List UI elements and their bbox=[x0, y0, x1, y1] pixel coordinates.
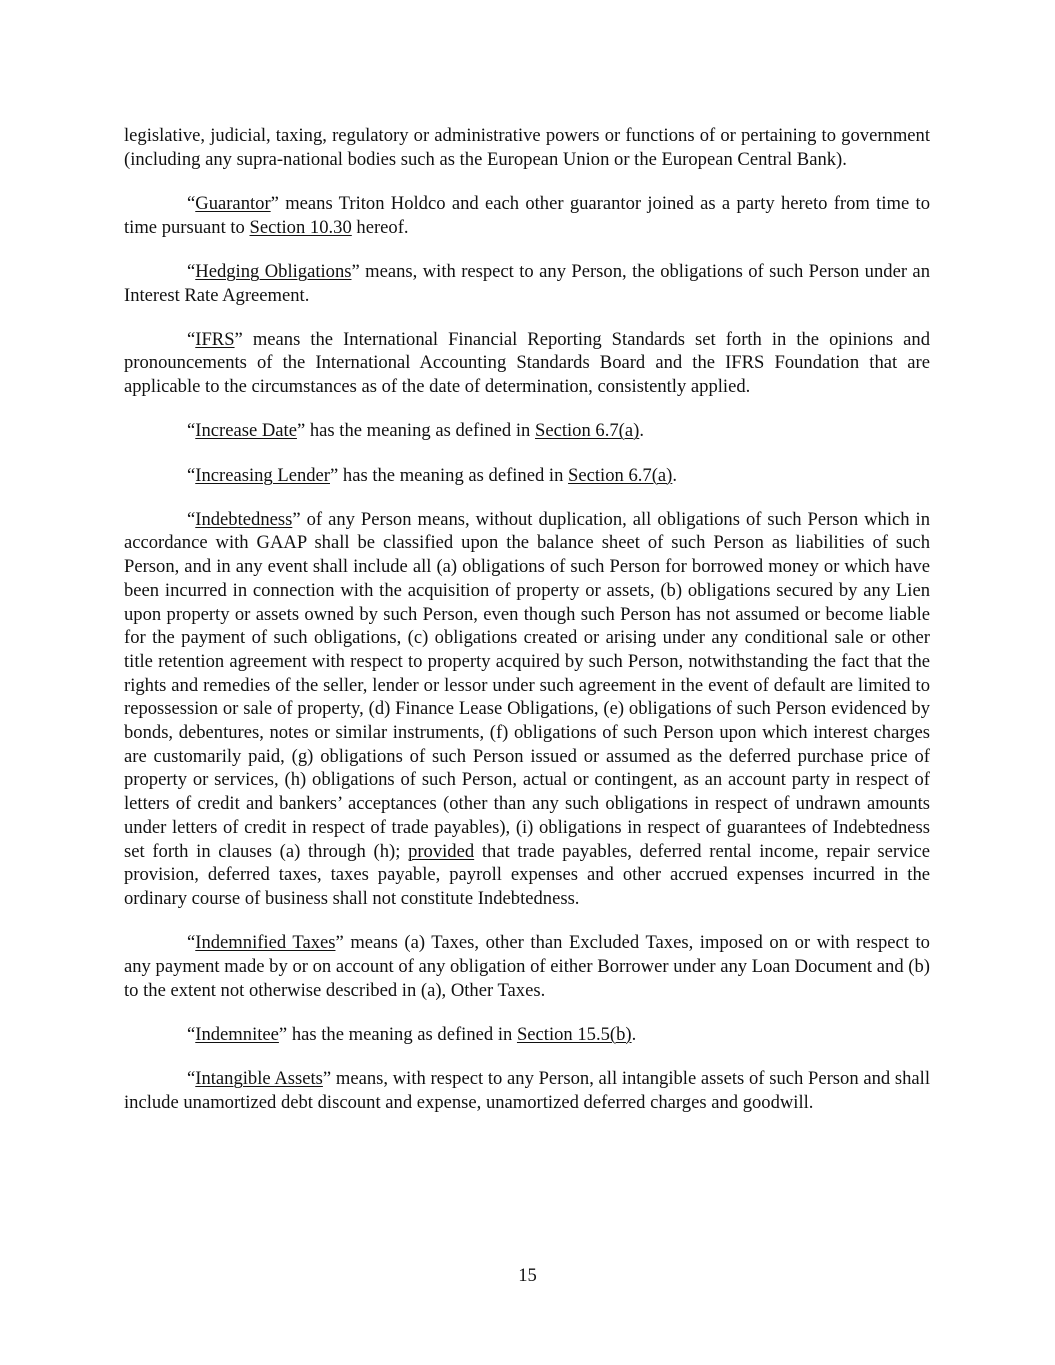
page-number: 15 bbox=[518, 1265, 537, 1286]
open-quote: “ bbox=[187, 1068, 196, 1089]
definition-ifrs bbox=[124, 328, 930, 399]
open-quote: “ bbox=[187, 328, 196, 350]
definition-text: has the meaning as defined in bbox=[305, 420, 535, 442]
definition-intangible-assets bbox=[124, 1067, 930, 1114]
close-quote: ” bbox=[335, 932, 344, 954]
document-page bbox=[124, 124, 930, 1135]
defined-term: Increase Date bbox=[195, 420, 297, 442]
open-quote: “ bbox=[187, 1023, 196, 1045]
definition-text: has the meaning as defined in bbox=[338, 464, 569, 486]
close-quote: ” bbox=[330, 464, 339, 486]
defined-term: IFRS bbox=[195, 328, 235, 350]
definition-guarantor bbox=[124, 192, 930, 239]
close-quote: ” bbox=[278, 1023, 288, 1045]
defined-term: Increasing Lender bbox=[195, 464, 330, 486]
close-quote: ” bbox=[322, 1068, 332, 1089]
close-quote: ” bbox=[292, 508, 301, 530]
defined-term: Indemnified Taxes bbox=[195, 932, 336, 954]
definition-text: of any Person means, without duplication, all obligations of such Person which in accordance with GAAP shall be classified upon the balance sheet of such Person as liabilities of such Person, and in any event shall include all (a) obligations of such Person for borrowed money or which have been incurred in connection with the acquisition of property or assets, (b) obligations secured by any Lien upon property or assets owned by such Person, even though such Person has not assumed or become liable for the payment of such obligations, (c) obligations created or arising under any conditional sale or other title retention agreement with respect to property acquired by such Person, notwithstanding the fact that the rights and remedies of the seller, lender or lessor under such agreement in the event of default are limited to repossession or sale of property, (d) Finance Lease Obligations, (e) obligations of such Person evidenced by bonds, debentures, notes or similar instruments, (f) obligations of such Person upon which interest charges are customarily paid, (g) obligations of such Person issued or assumed as the deferred purchase price of property or services, (h) obligations of such Person, actual or contingent, as an account party in respect of letters of credit and bankers’ acceptances (other than any such obligations in respect of undrawn amounts under letters of credit in respect of trade payables), (i) obligations in respect of guarantees of Indebtedness set forth in clauses (a) through (h); bbox=[124, 508, 930, 862]
definition-text: means Triton Holdco and each other guarantor joined as a party hereto from time to time pursuant to bbox=[124, 192, 930, 238]
definition-indebtedness bbox=[124, 508, 930, 911]
open-quote: “ bbox=[187, 508, 196, 530]
definition-text: means the International Financial Reporting Standards set forth in the opinions and pronouncements of the International Accounting Standards Board and the IFRS Foundation that are applicable to the circumstances as of the date of determination, consistently applied. bbox=[124, 328, 930, 398]
definition-text: means, with respect to any Person, all intangible assets of such Person and shall include unamortized debt discount and expense, unamortized deferred charges and goodwill. bbox=[124, 1068, 930, 1113]
definition-text-end: hereof. bbox=[351, 216, 409, 238]
definition-text: has the meaning as defined in bbox=[287, 1023, 517, 1045]
definition-indemnitee bbox=[124, 1023, 930, 1047]
section-reference: Section 6.7(a) bbox=[535, 420, 640, 442]
open-quote: “ bbox=[187, 192, 196, 214]
open-quote: “ bbox=[187, 464, 196, 486]
definition-text-end: . bbox=[631, 1023, 637, 1045]
definition-increasing-lender bbox=[124, 464, 930, 488]
open-quote: “ bbox=[187, 932, 196, 954]
definition-text-end: . bbox=[639, 420, 644, 442]
definition-text-end: . bbox=[672, 464, 678, 486]
close-quote: ” bbox=[351, 260, 360, 282]
defined-term: Indebtedness bbox=[195, 508, 293, 530]
open-quote: “ bbox=[187, 420, 196, 442]
close-quote: ” bbox=[296, 420, 306, 442]
defined-term: Hedging Obligations bbox=[195, 260, 352, 282]
provided-proviso: provided bbox=[408, 840, 475, 862]
section-reference: Section 6.7(a) bbox=[568, 464, 673, 486]
definition-increase-date bbox=[124, 419, 930, 443]
defined-term: Indemnitee bbox=[195, 1023, 279, 1045]
close-quote: ” bbox=[234, 328, 243, 350]
defined-term: Guarantor bbox=[195, 192, 271, 214]
definition-text: means (a) Taxes, other than Excluded Taxes, imposed on or with respect to any payment made by or on account of any obligation of either Borrower under any Loan Document and (b) to the extent not otherwise described in (a), Other Taxes. bbox=[124, 932, 930, 1001]
definition-text: means, with respect to any Person, the obligations of such Person under an Interest Rate Agreement. bbox=[124, 260, 930, 306]
section-reference: Section 15.5(b) bbox=[516, 1023, 632, 1045]
open-quote: “ bbox=[187, 260, 196, 282]
definition-text-end: that trade payables, deferred rental income, repair service provision, deferred taxes, taxes payable, payroll expenses and other accrued expenses incurred in the ordinary course of business shall not constitute Indebtedness. bbox=[124, 840, 930, 909]
close-quote: ” bbox=[270, 192, 279, 214]
intro-text: legislative, judicial, taxing, regulatory or administrative powers or functions of or pertaining to government (including any supra-national bodies such as the European Union or the European Central Bank). bbox=[124, 125, 930, 170]
definition-indemnified-taxes bbox=[124, 931, 930, 1002]
defined-term: Intangible Assets bbox=[195, 1068, 323, 1089]
intro-paragraph bbox=[124, 124, 930, 171]
section-reference: Section 10.30 bbox=[249, 216, 352, 238]
definition-hedging-obligations bbox=[124, 260, 930, 307]
